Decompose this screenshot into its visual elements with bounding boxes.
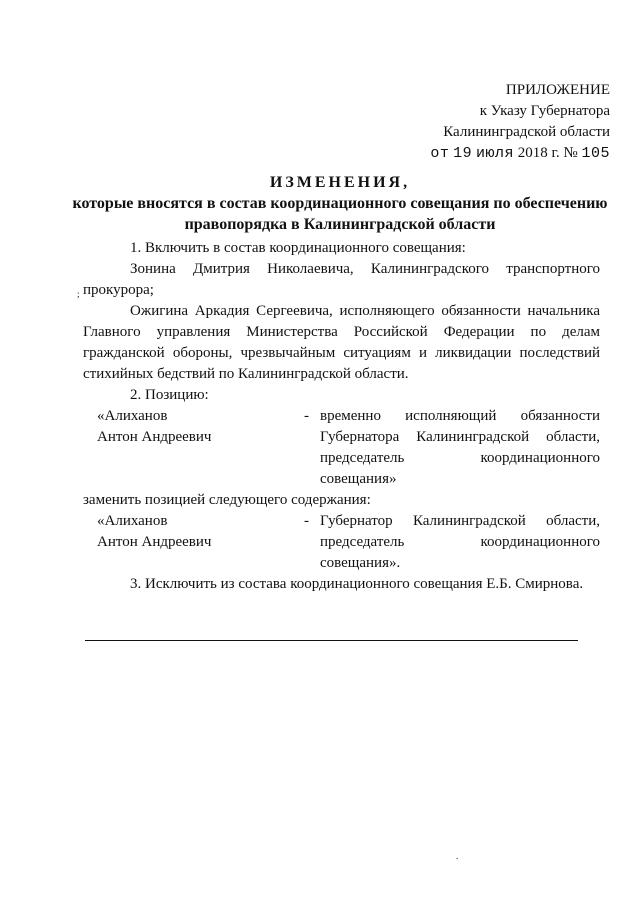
appendix-line-decree: к Указу Губернатора xyxy=(479,103,610,119)
appendix-line-region: Калининградской области xyxy=(443,124,610,140)
ozhigin-paragraph: Ожигина Аркадия Сергеевича, исполняющего обязанности начальника Главного управления Министерства Российской Федерации по делам гражданской обороны, чрезвычайным ситуациям и ликвидации последствий стихийных бедствий по Калининградской области. xyxy=(83,303,600,382)
item-1-intro: 1. Включить в состав координационного совещания: xyxy=(130,240,466,256)
old-position-description xyxy=(320,406,600,490)
old-position-block xyxy=(83,406,600,490)
heading-line-3: правопорядка в Калининградской области xyxy=(184,216,496,233)
old-position-dash: - xyxy=(304,408,309,424)
item-3: 3. Исключить из состава координационного совещания Е.Б. Смирнова. xyxy=(130,576,584,592)
item-2-intro: 2. Позицию: xyxy=(130,387,209,403)
new-desc-line-2: председатель координационного xyxy=(320,534,600,550)
zonin-line-1: Зонина Дмитрия Николаевича, Калининградского транспортного xyxy=(130,261,600,277)
bottom-mark: . xyxy=(456,851,459,861)
appendix-date-line xyxy=(400,143,610,164)
document-heading xyxy=(70,172,610,235)
decree-number: 105 xyxy=(581,145,610,162)
heading-line-2: которые вносятся в состав координационного совещания по обеспечению xyxy=(72,195,608,212)
old-position-name xyxy=(97,406,297,448)
new-position-name xyxy=(97,511,297,553)
appendix-title: ПРИЛОЖЕНИЕ xyxy=(505,82,610,98)
date-day: 19 xyxy=(453,145,473,162)
new-position-description xyxy=(320,511,600,574)
appendix-block xyxy=(400,80,610,164)
new-name-line-1: «Алиханов xyxy=(97,513,168,529)
closing-rule xyxy=(85,640,578,641)
old-name-line-2: Антон Андреевич xyxy=(97,429,212,445)
date-month: июля xyxy=(475,145,514,162)
date-year: 2018 г. № xyxy=(517,145,578,161)
new-position-block xyxy=(83,511,600,574)
old-name-line-1: «Алиханов xyxy=(97,408,168,424)
old-desc-line-1: временно исполняющий обязанности xyxy=(320,408,600,424)
margin-mark: ; xyxy=(77,289,80,299)
old-desc-line-2: Губернатора Калининградской области, xyxy=(320,429,600,445)
old-desc-line-4: совещания» xyxy=(320,471,397,487)
new-name-line-2: Антон Андреевич xyxy=(97,534,212,550)
new-desc-line-3: совещания». xyxy=(320,555,401,571)
document-body xyxy=(83,238,600,595)
heading-main: ИЗМЕНЕНИЯ, xyxy=(269,174,411,191)
replace-text: заменить позицией следующего содержания: xyxy=(83,492,371,508)
old-desc-line-3: председатель координационного xyxy=(320,450,600,466)
new-desc-line-1: Губернатор Калининградской области, xyxy=(320,513,600,529)
date-prefix: от xyxy=(430,145,450,162)
new-position-dash: - xyxy=(304,513,309,529)
zonin-line-2: прокурора; xyxy=(83,282,154,298)
